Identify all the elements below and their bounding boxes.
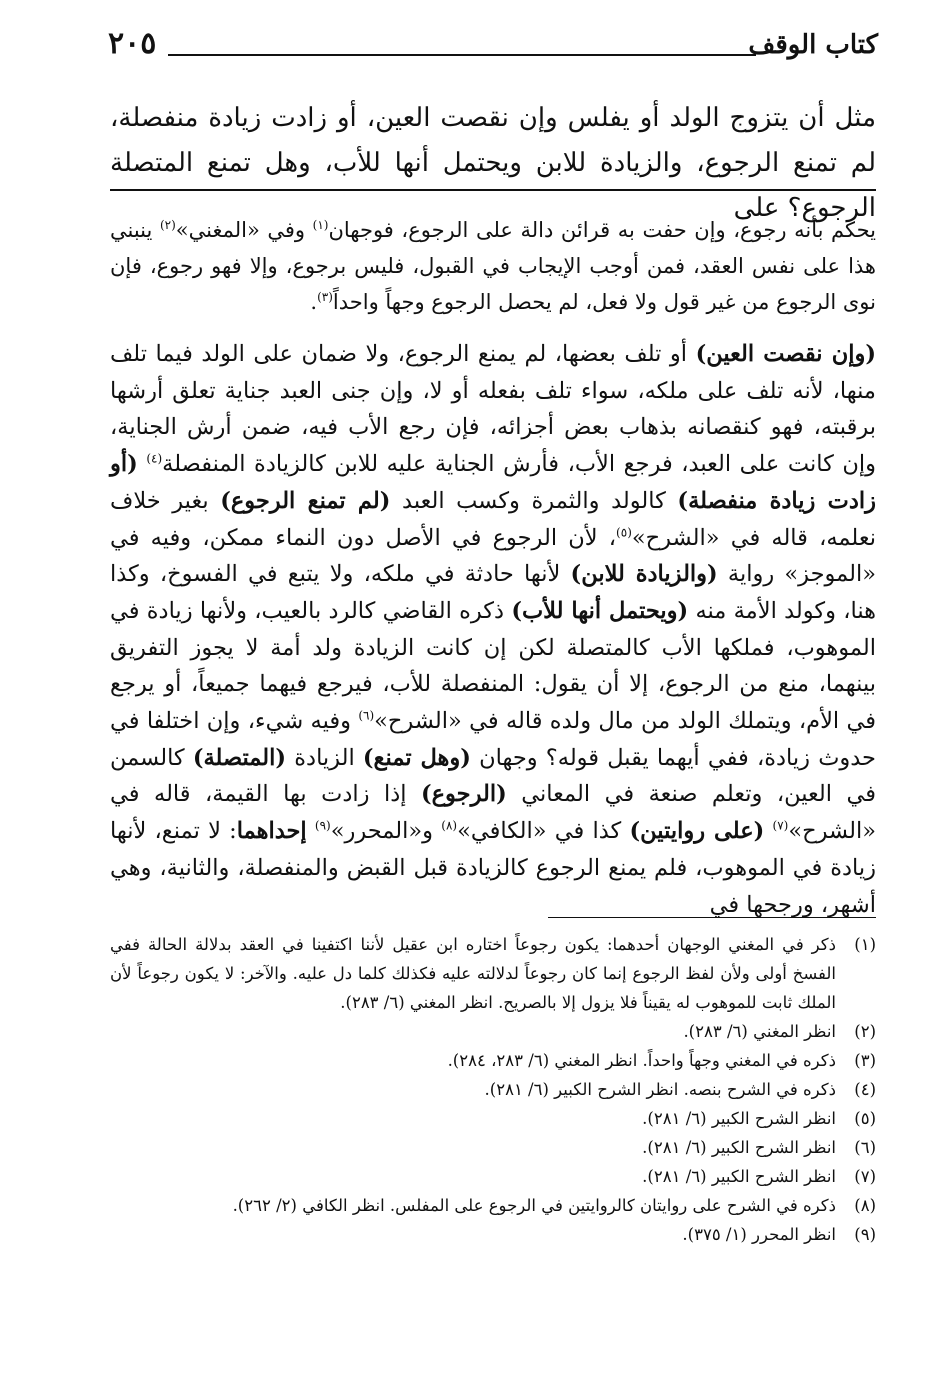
footnote-ref[interactable]: (١) bbox=[312, 218, 329, 232]
footnotes-separator bbox=[548, 917, 876, 918]
book-title: كتاب الوقف bbox=[748, 30, 878, 60]
footnote-number: (٣) bbox=[854, 1051, 876, 1070]
page-header bbox=[108, 26, 878, 66]
commentary-text: كالولد والثمرة وكسب العبد bbox=[390, 487, 678, 514]
commentary-text: بغير خلاف نعلمه، قاله في «الشرح» bbox=[110, 487, 876, 551]
footnote-number: (٧) bbox=[854, 1167, 876, 1186]
commentary-text bbox=[764, 818, 772, 844]
commentary-text: إذا زادت بها القيمة، قاله في «الشرح» bbox=[110, 781, 876, 845]
matn-quote: (على روايتين) bbox=[629, 818, 765, 845]
commentary-paragraph bbox=[110, 212, 876, 320]
footnote-number: (٢) bbox=[854, 1022, 876, 1041]
footnote-number: (١) bbox=[854, 935, 876, 954]
commentary-text: : لا تمنع، لأنها زيادة في الموهوب، فلم يمنع الرجوع كالزيادة قبل القبض والمنفصلة، والثانية، وهي أشهر، ورجحها في bbox=[110, 818, 876, 918]
commentary-text: الزيادة bbox=[286, 744, 363, 771]
footnote bbox=[110, 1133, 876, 1162]
matn-quote: (الرجوع) bbox=[420, 781, 507, 808]
matn-quote: (وهل تمنع) bbox=[362, 744, 471, 771]
commentary-text: كذا في «الكافي» bbox=[457, 818, 630, 845]
commentary-block-1 bbox=[110, 212, 876, 320]
footnote bbox=[110, 1104, 876, 1133]
footnote-text: انظر المغني (٦/ ٢٨٣). bbox=[683, 1022, 836, 1041]
footnote bbox=[110, 1162, 876, 1191]
footnote-ref[interactable]: (٢) bbox=[159, 218, 176, 232]
footnote-text: انظر الشرح الكبير (٦/ ٢٨١). bbox=[642, 1138, 836, 1157]
footnote-text: انظر الشرح الكبير (٦/ ٢٨١). bbox=[642, 1167, 836, 1186]
footnote bbox=[110, 930, 876, 1017]
commentary-text: يحكم بأنه رجوع، وإن حفت به قرائن دالة على الرجوع، فوجهان bbox=[328, 218, 876, 242]
footnote-text: انظر المحرر (١/ ٣٧٥). bbox=[682, 1225, 836, 1244]
header-rule bbox=[168, 54, 756, 56]
commentary-text bbox=[307, 818, 315, 844]
commentary-text: وفيه شيء، وإن اختلفا في حدوث زيادة، ففي أيهما يقبل قوله؟ وجهان bbox=[110, 708, 876, 771]
commentary-text: ينبني هذا على نفس العقد، فمن أوجب الإيجاب في القبول، فليس برجوع، وإلا فهو رجوع، فإن نوى الرجوع من غير قول ولا فعل، لم يحصل الرجوع وجهاً واحداً bbox=[110, 218, 877, 314]
commentary-text: كالسمن في العين، وتعلم صنعة في المعاني bbox=[110, 744, 876, 808]
footnote-ref[interactable]: (٥) bbox=[616, 525, 632, 540]
matn-quote: (لم تمنع الرجوع) bbox=[220, 487, 391, 514]
commentary-block-2 bbox=[110, 336, 876, 923]
commentary-text: ، لأن الرجوع في الأصل دون النماء ممكن، وفيه في «الموجز» رواية bbox=[110, 524, 876, 588]
footnote-text: انظر الشرح الكبير (٦/ ٢٨١). bbox=[642, 1109, 836, 1128]
footnote-text: ذكره في المغني وجهاً واحداً. انظر المغني (٦/ ٢٨٣، ٢٨٤). bbox=[447, 1051, 836, 1070]
footnote-number: (٥) bbox=[854, 1109, 876, 1128]
footnote-number: (٦) bbox=[854, 1138, 876, 1157]
footnotes bbox=[110, 930, 876, 1249]
footnote-ref[interactable]: (٩) bbox=[314, 818, 331, 833]
footnote-text: ذكر في المغني الوجهان أحدهما: يكون رجوعاً اختاره ابن عقيل لأننا اكتفينا في العقد بدلالة الحالة ففي الفسخ أولى ولأن لفظ الرجوع إنما كان رجوعاً لدلالته عليه فكذلك كلما دل عليه. والآخر: لا يكون رجوعاً لأن الملك ثابت للموهوب له يقيناً فلا يزول إلا بالصريح. انظر المغني (٦/ ٢٨٣). bbox=[110, 935, 836, 1012]
commentary-text: وفي «المغني» bbox=[175, 218, 313, 242]
footnote-text: ذكره في الشرح على روايتان كالروايتين في الرجوع على المفلس. انظر الكافي (٢/ ٢٦٢). bbox=[232, 1196, 836, 1215]
commentary-text: أو تلف بعضها، لم يمنع الرجوع، ولا ضمان على الولد فيما تلف منها، لأنه تلف على ملكه، سواء تلف بفعله أو لا، وإن جنى العبد جناية تعلق أرشها برقبته، فهو كنقصانه بذهاب بعض أجزائه، فإن رجع الأب فيه، ضمن أرش الجناية، وإن كانت على العبد، فرجع الأب، فأرش الجناية عليه للابن كالزيادة المنفصلة bbox=[110, 341, 877, 478]
commentary-text: . bbox=[310, 290, 318, 314]
footnote-ref[interactable]: (٦) bbox=[358, 708, 375, 723]
footnote-ref[interactable]: (٨) bbox=[441, 818, 458, 833]
matn-quote: (وإن نقصت العين) bbox=[695, 341, 876, 367]
footnote-ref[interactable]: (٤) bbox=[146, 451, 163, 466]
footnote-number: (٩) bbox=[854, 1225, 876, 1244]
matn-quote: (ويحتمل أنها للأب) bbox=[511, 597, 689, 624]
page-number: ٢٠٥ bbox=[108, 26, 157, 61]
footnote-text: ذكره في الشرح بنصه. انظر الشرح الكبير (٦/ ٢٨١). bbox=[484, 1080, 836, 1099]
footnote-number: (٨) bbox=[854, 1196, 876, 1215]
commentary-text: ذكره القاضي كالرد بالعيب، ولأنها زيادة في الموهوب، فملكها الأب كالمتصلة لكن إن كانت الزيادة ولد أمة لا يجوز التفريق بينهما، منع من الرجوع، إلا أن يقول: المنفصلة للأب، فيرجع فيهما جميعاً، أو يرجع في الأم، ويتملك الولد من مال ولده قاله في «الشرح» bbox=[110, 597, 876, 735]
matn-quote: (المتصلة) bbox=[192, 744, 287, 771]
matn-paragraph: مثل أن يتزوج الولد أو يفلس وإن نقصت العين، أو زادت زيادة منفصلة، لم تمنع الرجوع، والزيادة للابن ويحتمل أنها للأب، وهل تمنع المتصلة الرجوع؟ على bbox=[110, 103, 876, 223]
matn-text bbox=[110, 96, 876, 231]
matn-quote: (والزيادة للابن) bbox=[570, 561, 718, 588]
matn-quote: إحداهما bbox=[236, 818, 307, 845]
commentary-text: و«المحرر» bbox=[330, 818, 442, 845]
commentary-text: لأنها حادثة في ملكه، ولا يتبع في الفسوخ، وكذا هنا، وكولد الأمة منه bbox=[110, 561, 876, 624]
commentary-paragraph bbox=[110, 336, 876, 923]
footnote-ref[interactable]: (٧) bbox=[772, 818, 789, 833]
matn-separator bbox=[110, 189, 876, 191]
footnote bbox=[110, 1075, 876, 1104]
matn-quote: (أو زادت زيادة منفصلة) bbox=[110, 451, 876, 514]
footnote bbox=[110, 1046, 876, 1075]
footnote bbox=[110, 1191, 876, 1220]
footnote bbox=[110, 1220, 876, 1249]
footnote-number: (٤) bbox=[854, 1080, 876, 1099]
footnote-ref[interactable]: (٣) bbox=[317, 290, 333, 304]
footnote bbox=[110, 1017, 876, 1046]
